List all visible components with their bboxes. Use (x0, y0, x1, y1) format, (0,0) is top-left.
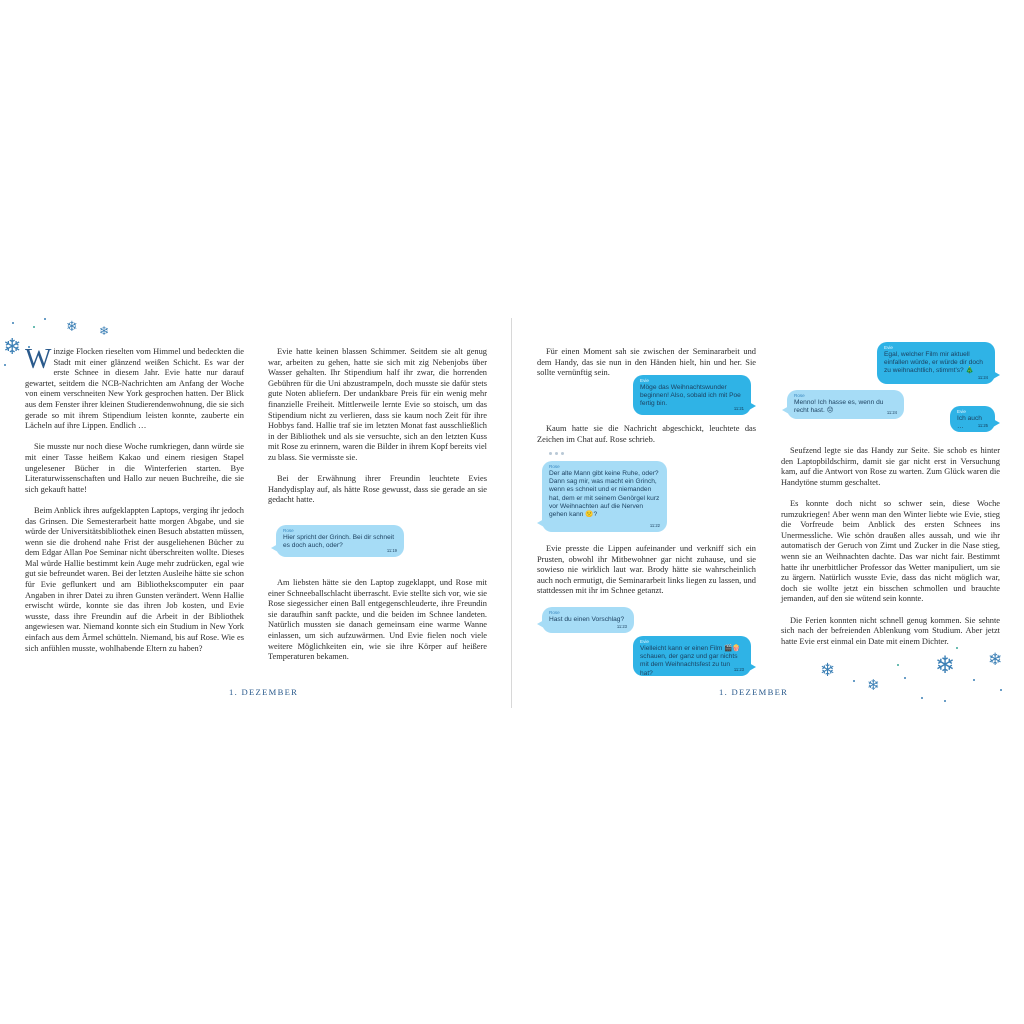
snowflake-icon: ❄ (99, 324, 110, 338)
paragraph: Es konnte doch nicht so schwer sein, diese Woche rumzukriegen! Aber wenn man den Winter liebte wie Evie, stieg die Vorfreude beim Anblick des ersten Schnees ins Unermessliche. Wie schön draußen alles aussah, und wie ihr automatisch der Geruch von Zimt und Zucker in die Nase stieg, wenn sie an Weihnachten dachte. Das war nicht fair. Bestimmt hatte ihr unerbittlicher Professor das Wetter manipuliert, um sie zu ärgern. Natürlich wusste Evie, dass das nicht möglich war, doch sie wollte jetzt ein bisschen schmollen und brauchte jemanden, auf den sie wütend sein konnte. (781, 498, 1000, 604)
left-page-column-2 (268, 347, 487, 517)
chat-time: 11:23 (616, 623, 627, 629)
snowflake-icon: ❄ (3, 334, 22, 359)
left-page-column-2b (268, 578, 487, 673)
chat-time: 11:19 (386, 547, 397, 553)
chat-bubble-rose (542, 461, 667, 532)
chat-sender: Evie (640, 639, 649, 644)
chat-sender: Rose (549, 610, 560, 615)
snow-dot (897, 664, 899, 666)
paragraph: Evie hatte keinen blassen Schimmer. Seitdem sie alt genug war, arbeiten zu gehen, hatte sie sich mit zig Nebenjobs über Wasser gehalten. Ihr Stipendium half ihr zwar, die horrenden Gebühren für die Uni abzustrampeln, doch musste sie dafür stets gute Noten abliefern. Der undankbare Preis für ein wenig mehr finanzielle Freiheit. Mittlerweile lernte Evie so stoisch, um das Stipendium nicht zu verlieren, dass sie kaum noch Zeit für ihre Hobbys fand. Hallie traf sie im letzten Monat fast ausschließlich in der Bibliothek und als sie versuchte, sich an den letzten Kuss mit Rose zu erinnern, waren die Bilder in ihrem Kopf bereits viel zu blass. Sie vermisste sie. (268, 347, 487, 462)
chat-sender: Evie (884, 345, 893, 350)
snow-dot (973, 679, 975, 681)
paragraph: Sie musste nur noch diese Woche rumkriegen, dann würde sie mit einer Tasse heißem Kakao und einem riesigen Stapel ungelesener Bücher in die Winterferien starten. Bye Literaturwissenschaften und Hallo zur neuen Buchreihe, die sie sich gekauft hatte! (25, 442, 244, 494)
chat-text: Vielleicht kann er einen Film 🎬🍿 schauen, der ganz und gar nichts mit dem Weihnachtsfest zu tun hat? (640, 645, 741, 677)
right-page-column-1c (537, 544, 756, 608)
snow-dot (44, 318, 46, 320)
paragraph: Kaum hatte sie die Nachricht abgeschickt, leuchtete das Zeichen im Chat auf. Rose schrieb. (537, 424, 756, 444)
chat-sender: Evie (640, 378, 649, 383)
chat-bubble-evie (633, 636, 751, 676)
chat-time: 11:24 (977, 374, 988, 380)
snow-dot (853, 680, 855, 682)
page-folio-right: 1. DEZEMBER (719, 687, 789, 697)
paragraph: Beim Anblick ihres aufgeklappten Laptops, verging ihr jedoch das Grinsen. Die Semesterarbeit hatte morgen Abgabe, und sie würde der Universitätsbibliothek einen Besuch abstatten müssen, wenn sie die drohend nahe Frist der ausgeliehenen Bücher zu dem Edgar Allan Poe Seminar nicht überschreiten wollte. Dieses Mal würde Hallie bestimmt kein Auge mehr zudrücken, egal wie gut sie befreundet waren. Bei der letzten Ausleihe hätte sie schon für Evie geflunkert und am Bibliothekscomputer ein paar Angaben in ihrer Datei zu ihren Gunsten verändert. Wenn Hallie erwischt würde, konnte sie das ihren Job kosten, und Evie wusste, dass ihre Freundin auf die Arbeit in der Bibliothek angewiesen war. Niemand konnte sich ein Studium in New York einfach aus dem Ärmel schütteln. Niemand, bis auf Rose. Wie es sich anfühlen musste, wohlhabende Eltern zu haben? (25, 505, 244, 653)
chat-sender: Rose (549, 464, 560, 469)
chat-text: Egal, welcher Film mir aktuell einfallen würde, er würde dir doch zu weihnachtlich, stimmt's? 🎄 (884, 351, 983, 375)
chat-text: Der alte Mann gibt keine Ruhe, oder? Dann sag mir, was macht ein Grinch, wenn es schneit und er niemanden hat, dem er mit seinem Genörgel kurz vor Weihnachten auf die Nerven gehen kann 🙁? (549, 470, 660, 519)
snow-dot (12, 322, 14, 324)
chat-text: Menno! Ich hasse es, wenn du recht hast. 😞 (794, 399, 884, 415)
paragraph (25, 344, 244, 432)
paragraph: Die Ferien konnten nicht schnell genug kommen. Sie sehnte sich nach der befreienden Ablenkung vom Studium. Aber jetzt hatte Evie erst einmal ein Date mit einem Dichter. (781, 615, 1000, 646)
typing-indicator-icon (549, 452, 564, 455)
chat-bubble-evie (950, 406, 995, 432)
paragraph: Für einen Moment sah sie zwischen der Seminararbeit und dem Handy, das sie nun in den Händen hielt, hin und her. Sie sollte vernünftig sein. (537, 347, 756, 378)
chat-sender: Rose (794, 393, 805, 398)
chat-bubble-evie (877, 342, 995, 384)
snowflake-icon: ❄ (867, 678, 880, 694)
chat-sender: Evie (957, 409, 966, 414)
paragraph: Evie presste die Lippen aufeinander und verkniff sich ein Prusten, obwohl ihr Mitbewohner gar nicht zuhause, und sie sowieso nie wirklich laut war. Brody hätte sie wahrscheinlich auch noch ermutigt, die Seminararbeit links liegen zu lassen, und stattdessen mit ihr im Schnee getanzt. (537, 544, 756, 596)
snowflake-icon: ❄ (935, 653, 956, 679)
paragraph: Bei der Erwähnung ihrer Freundin leuchtete Evies Handydisplay auf, als hätte Rose gewusst, dass sie gerade an sie gedacht hatte. (268, 474, 487, 505)
paragraph: Seufzend legte sie das Handy zur Seite. Sie schob es hinter den Laptopbildschirm, damit sie gar nicht erst in Versuchung kam, auf die Antwort von Rose zu warten. Zum Glück waren die Handytöne stumm geschaltet. (781, 446, 1000, 487)
paragraph: Am liebsten hätte sie den Laptop zugeklappt, und Rose mit einer Schneeballschlacht überrascht. Evie stellte sich vor, wie sie Rose siegessicher einen Ball entgegenschleuderte, ihre Freundin sie daraufhin sanft packte, und die beiden im Schnee landeten. Natürlich mussten sie danach gemeinsam eine warme Wanne einlassen, um sich aufzuwärmen. Und Evie fielen noch viele weitere Möglichkeiten ein, wie sie ihre Körper auf heißere Temperaturen bekamen. (268, 578, 487, 662)
chat-time: 11:22 (649, 522, 660, 528)
drop-cap: W (25, 344, 52, 375)
snow-dot (956, 647, 958, 649)
snowflake-icon: ❄ (820, 660, 836, 680)
right-page-column-1b (537, 424, 756, 456)
chat-bubble-rose (276, 525, 404, 557)
snow-dot (921, 697, 923, 699)
chat-time: 11:25 (977, 422, 988, 428)
chat-bubble-rose (787, 390, 904, 419)
page-gutter (511, 318, 512, 708)
chat-time: 11:24 (886, 409, 897, 415)
snow-dot (944, 700, 946, 702)
chat-bubble-evie (633, 375, 751, 415)
left-page-column-1 (25, 344, 244, 665)
snow-dot (33, 326, 35, 328)
chat-text: Hast du einen Vorschlag? (549, 616, 625, 623)
right-page-column-2 (781, 446, 1000, 658)
chat-bubble-rose (542, 607, 634, 633)
page-folio-left: 1. DEZEMBER (229, 687, 299, 697)
snow-dot (1000, 689, 1002, 691)
chat-time: 11:23 (733, 666, 744, 672)
snow-dot (904, 677, 906, 679)
chat-text: Ich auch … (957, 415, 982, 431)
chat-text: Hier spricht der Grinch. Bei dir schneit es doch auch, oder? (283, 534, 395, 550)
chat-sender: Rose (283, 528, 294, 533)
snowflake-icon: ❄ (66, 320, 78, 335)
snowflake-icon: ❄ (988, 650, 1003, 669)
paragraph-text: inzige Flocken rieselten vom Himmel und bedeckten die Stadt mit einer glänzend weißen Schicht. Es war der erste Schnee in diesem Jahr. Evie hatte nur darauf gewartet, seitdem die NCB-Nachrichten am Anfang der Woche von einem verschneiten New York gesprochen hatten. Der Blick aus dem Fenster ihrer kleinen Studierendenwohnung, die sie sich gerade so mit ihrem Stipendium leisten konnte, zauberte ein Lächeln auf ihre Lippen. Endlich … (25, 347, 244, 431)
chat-time: 11:21 (733, 405, 744, 411)
chat-text: Möge das Weihnachtswunder beginnen! Also, sobald ich mit Poe fertig bin. (640, 384, 741, 408)
snow-dot (4, 364, 6, 366)
